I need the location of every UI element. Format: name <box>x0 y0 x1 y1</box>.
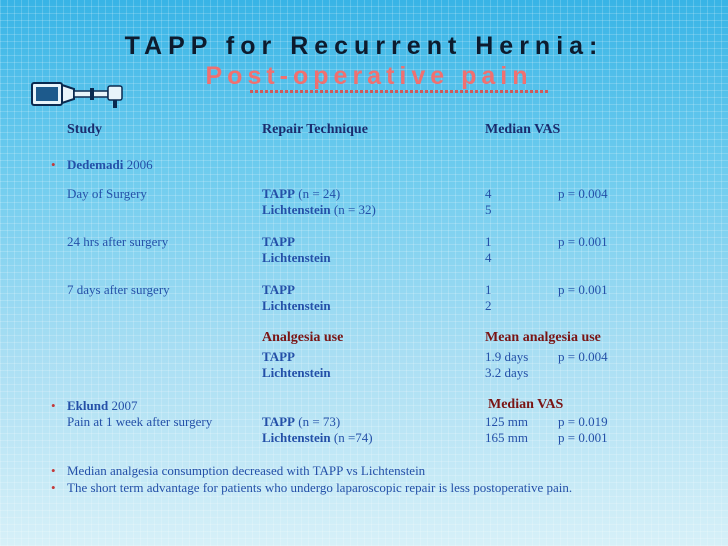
bullet-conclusion-1: • <box>51 463 56 478</box>
row-24h-vas-licht: 4 <box>485 250 492 265</box>
row-24h-label: 24 hrs after surgery <box>67 234 169 249</box>
row-7d-lichtenstein: Lichtenstein <box>262 298 331 313</box>
row-analgesia-p-value: p = 0.004 <box>558 349 608 364</box>
row-eklund-p2: p = 0.001 <box>558 430 608 445</box>
row-day-lichtenstein: Lichtenstein (n = 32) <box>262 202 376 217</box>
bullet-dedemadi: • <box>51 157 56 172</box>
row-24h-lichtenstein: Lichtenstein <box>262 250 331 265</box>
row-7d-vas-tapp: 1 <box>485 282 492 297</box>
row-7d-label: 7 days after surgery <box>67 282 170 297</box>
row-24h-vas-tapp: 1 <box>485 234 492 249</box>
conclusion-1: Median analgesia consumption decreased with TAPP vs Lichtenstein <box>67 463 426 478</box>
header-mean-analgesia-use: Mean analgesia use <box>485 330 601 345</box>
bullet-eklund: • <box>51 398 56 413</box>
header-study: Study <box>67 122 103 137</box>
row-7d-p-value: p = 0.001 <box>558 282 608 297</box>
row-analgesia-days-tapp: 1.9 days <box>485 349 529 364</box>
row-day-tapp: TAPP (n = 24) <box>262 186 341 201</box>
header-analgesia-use: Analgesia use <box>262 330 344 345</box>
bullet-conclusion-2: • <box>51 480 56 495</box>
row-day-of-surgery-label: Day of Surgery <box>67 186 147 201</box>
header-eklund-median-vas: Median VAS <box>488 397 564 412</box>
row-analgesia-tapp: TAPP <box>262 349 295 364</box>
conclusion-2: The short term advantage for patients who undergo laparoscopic repair is less postoperative pain. <box>67 480 573 495</box>
study-dedemadi: Dedemadi 2006 <box>67 157 153 172</box>
row-day-vas-tapp: 4 <box>485 186 492 201</box>
laparoscope-icon <box>30 80 130 110</box>
row-24h-tapp: TAPP <box>262 234 295 249</box>
row-7d-tapp: TAPP <box>262 282 295 297</box>
row-eklund-p1: p = 0.019 <box>558 414 608 429</box>
row-day-p-value: p = 0.004 <box>558 186 608 201</box>
row-eklund-lichtenstein: Lichtenstein (n =74) <box>262 430 373 445</box>
header-repair-technique: Repair Technique <box>262 122 368 137</box>
study-eklund: Eklund 2007 <box>67 398 138 413</box>
slide-title: TAPP for Recurrent Hernia: <box>124 32 604 60</box>
row-eklund-vas-tapp: 125 mm <box>485 414 528 429</box>
row-eklund-vas-licht: 165 mm <box>485 430 528 445</box>
row-day-vas-licht: 5 <box>485 202 492 217</box>
row-eklund-tapp: TAPP (n = 73) <box>262 414 341 429</box>
row-analgesia-days-licht: 3.2 days <box>485 365 529 380</box>
header-median-vas: Median VAS <box>485 122 561 137</box>
title-underline <box>250 90 550 93</box>
row-analgesia-lichtenstein: Lichtenstein <box>262 365 331 380</box>
row-7d-vas-licht: 2 <box>485 298 492 313</box>
slide-subtitle: Post-operative pain <box>205 62 533 90</box>
row-24h-p-value: p = 0.001 <box>558 234 608 249</box>
row-eklund-label: Pain at 1 week after surgery <box>67 414 213 429</box>
